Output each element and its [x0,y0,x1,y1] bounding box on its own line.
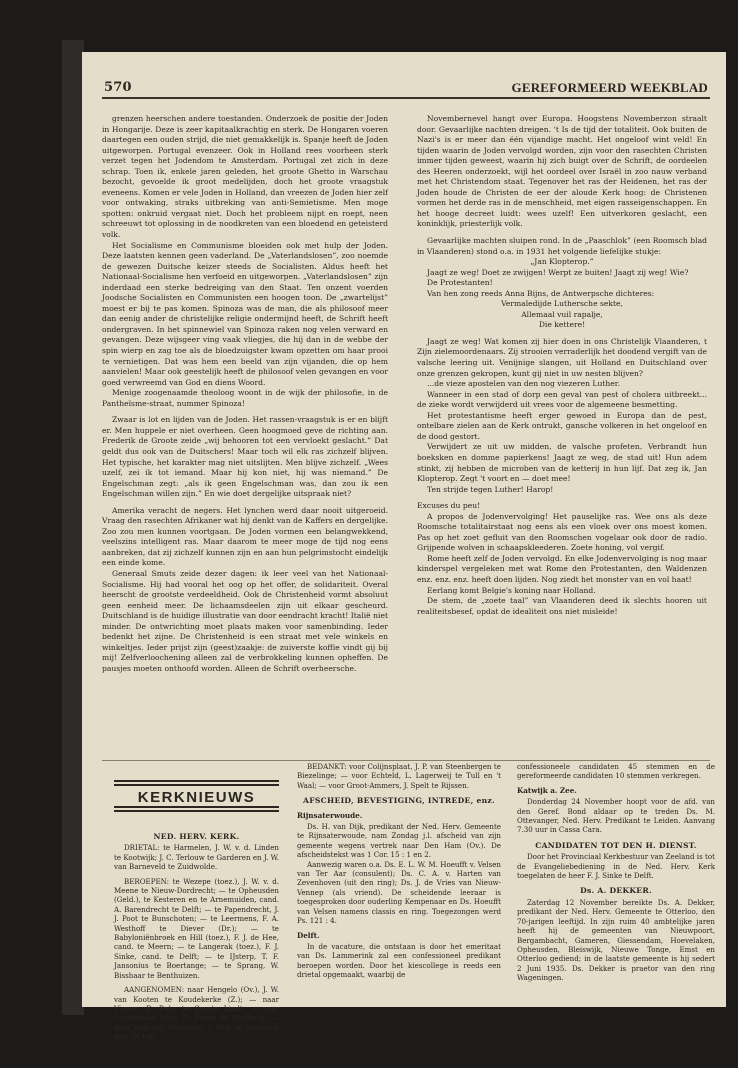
poem-line: De Protestanten! [427,278,493,288]
paragraph: Wanneer in een stad of dorp een geval van pest of cholera uitbreekt... de zieke wordt verwijderd uit vrees voor de algemeene besmetting. [417,389,707,410]
news-paragraph: BEROEPEN: te Wezepe (toez.), J. W. v. d. Meene te Nieuw-Dordrecht; — te Opheusden (Geld.), te Kesteren en te Arnemuiden, cand. A. Barendrecht te Delft; — te Papendrecht, J. J. Poot te Bunschoten; — te Leermens, F. A. Westhoff te Diever (Dr.); — te Babyloniënbroek en Hill (toez.), F. J. de Hee, cand. te Meern; — te Langerak (toez.), F. J. Sinke, cand. te Delft; — te IJsterp, T. F. Jansonius te Boertange; — te Sprang, W. Bisshaar te Benthuizen. [114,876,279,980]
header-rule [102,97,710,99]
news-paragraph: BEDANKT: voor Colijnsplaat, J. P. van Steenbergen te Biezelinge; — voor Echteld, L. Lagerweij te Tull en 't Waal; — voor Groot-Ammers, J. Spelt te Rijssen. [297,762,501,790]
news-paragraph: Door het Provinciaal Kerkbestuur van Zeeland is tot de Evangeliebediening in de Ned. Herv. Kerk toegelaten de heer F. J. Sinke te Delft. [517,852,715,881]
banner-rule [114,810,279,812]
poem-line: Jaagt ze weg! Doet ze zwijgen! Werpt ze buiten! Jaagt zij weg! Wie? [427,267,689,277]
news-heading: AFSCHEID, BEVESTIGING, INTREDE, enz. [303,796,495,806]
news-subheading: Katwijk a. Zee. [517,785,577,795]
kerknieuws-title: KERKNIEUWS [137,789,256,806]
section-divider [102,760,710,761]
news-column-3 [517,762,715,1002]
paragraph: Rome heeft zelf de Joden vervolgd. En elke Jodenvervolging is nog maar kinderspel vergeleken met wat Rome den Protestanten, den Waldenzen enz. enz. enz. heeft doen lijden. Nog ziedt het monster van en vol haat! [417,553,707,584]
newspaper-page [82,52,726,1042]
banner-rule [114,784,279,786]
poem-line: Vermaledijde Luthersche sekte, [501,299,623,309]
article-column-left [102,114,388,747]
news-paragraph: DRIETAL: te Harmelen, J. W. v. d. Linden te Kootwijk; J. C. Terlouw te Garderen en J. W. van Barneveld te Zuidwolde. [114,843,279,872]
banner-rule [114,780,279,782]
news-paragraph: Aanwezig waren o.a. Ds. E. L. W. M. Hoeufft v. Velsen van Ter Aar (consulent); Ds. C. A. v. Harten van Zevenhoven (uit den ring); Ds. J. de Vries van Nieuw-Vennep (als vriend). De scheidende leeraar is toegesproken door ouderling Kempenaar en Ds. Hoeufft van Velsen namens classis en ring. Toegezongen werd Ps. 121 : 4. [297,859,501,926]
news-column-2 [297,762,501,1002]
news-subheading: Delft. [297,930,320,940]
news-heading: NED. HERV. KERK. [153,832,240,841]
news-paragraph: confessioneele candidaten 45 stemmen en de gereformeerde candidaten 10 stemmen verkregen. [517,762,715,781]
paragraph: Ten strijde tegen Luther! Harop! [427,484,554,494]
scan-shadow [62,40,84,1015]
paragraph: Het protestantisme heeft erger gewoed in Europa dan de pest, ontelbare zielen aan de Kerk ontrukt, gansche volkeren in het ongeloof en de dood gestort. [417,410,707,441]
news-paragraph: Ds. H. van Dijk, predikant der Ned. Herv. Gemeente te Rijnsaterwoude, nam Zondag j.l. afscheid van zijn gemeente wegens vertrek naar Den Ham (Ov.). De afscheidstekst was 1 Cor. 15 : 1 en 2. [297,822,501,860]
paragraph: Menige zoogenaamde theoloog woont in de wijk der philosofie, in de Pantheïsme-straat, nummer Spinoza! [102,388,388,408]
paragraph: Eerlang komt Belgie's koning naar Holland. [427,585,596,595]
news-heading: CANDIDATEN TOT DEN H. DIENST. [535,840,697,850]
masthead-title: GEREFORMEERD WEEKBLAD [511,80,708,95]
paragraph: Zwaar is lot en lijden van de Joden. Het rassen-vraagstuk is er en blijft er. Men huppele er niet overheen. Geen hoogmoed geve de richting aan. Frederik de Groote zeide „wij behooren tot een vervloekt geslacht.” Dat geldt dus ook van de Duitschers! Maar toch wil elk ras zichzelf blijven. Het typische, het karakter mag niet uitslijten. Men blijve zichzelf. „Wees uzelf, zei ik tot iemand. Maar hij kon niet, hij was niemand.” De Engelschman zegt: „als ik geen Engelschman was, dan zou ik een Engelschman willen zijn.” En wie doet dergelijke uitspraak niet? [102,415,388,499]
news-paragraph: In de vacature, die ontstaan is door het emeritaat van Ds. Lammerink zal een confessioneel predikant beroepen worden. Door het kiescollege is reeds een drietal opgemaakt, waarbij de [297,941,501,980]
poem-line: Allemaal vuil rapalje, [521,309,603,319]
paragraph: Verwijdert ze uit uw midden, de valsche profeten. Verbrandt hun boeksken en domme papierkens! Jaagt ze weg, de stad uit! Hun adem stinkt, zij hebben de microben van de ketterij in hun lijf. Dat zeg ik, Jan Klopterop. Zegt 't voort en — doet mee! [417,442,707,484]
paragraph: De stem, de „zoete taal” van Vlaanderen deed ik slechts hooren uit realiteitsbesef, opdat de idealiteit ons niet misleide! [417,596,707,616]
page-number: 570 [104,80,132,95]
news-paragraph: AANGENOMEN: naar Hengelo (Ov.), J. W. van Kooten te Koudekerke (Z.); — naar Vianen, B. Buks te Groote Lindt; — naar Oosterwold (Gr.), D. Faber te Oostburg; — naar Wijk (bij Heusden), J. Slok te Langerak bez. de Lek. [114,985,279,1042]
news-column-1 [114,826,279,1042]
banner-rule [114,806,279,808]
news-paragraph: Zaterdag 12 November bereikte Ds. A. Dekker, predikant der Ned. Herv. Gemeente te Otterloo, den 70-jarigen leeftijd. In zijn ruim 40 ambtelijke jaren heeft hij de gemeenten van Nieuwpoort, Bergambacht, Gameren, Giessendam, Hoevelaken, Opheusden, Bleiswijk, Nieuwe Tonge, Emst en Otterloo gediend; in de laatste gemeente is hij sedert 2 Juni 1935. Ds. Dekker is praetor van den ring Wageningen. [517,897,715,983]
poem-line: Die kettere! [538,320,586,330]
paragraph: Jaagt ze weg! Wat komen zij hier doen in ons Christelijk Vlaanderen, t Zijn zielemoordenaars. Zij strooien verraderlijk het doodend vergift van de valsche leering uit. Venijnige slangen, uit Holland en Duitschland over onze grenzen gekropen, kunt gij niet in uw nesten blijven? [417,336,707,378]
poem-line: Van hen zong reeds Anna Bijns, de Antwerpsche dichteres: [427,288,655,298]
paragraph: Generaal Smuts zeide dezer dagen: ik leer veel van het Nationaal-Socialisme. Hij had vooral het oog op het offer, de solidariteit. Overal heerscht de grootste verdeeldheid. Ook de Christenheid vormt absoluut geen eenheid meer. De lichaamsdeelen zijn uit elkaar gescheurd. Duitschland is de huidige illustratie van door eendracht kracht! Italië niet minder. De ontwrichting moet plaats maken voor samenbinding. Ieder bedenkt het zijne. De Christenheid is een straat met vele winkels en winkeltjes. Ieder prijst zijn (geest)zaakje: de zuiverste koffie vindt gij bij mij! Zelfverloochening alleen zal de verbrokkeling kunnen opheffen. De pausjes moeten onthoofd worden. Alleen de Schrift overheersche. [102,568,388,673]
paragraph: Het Socialisme en Communisme bloeiden ook met hulp der Joden. Deze laatsten kennen geen vaderland. De „Vaterlandslosen”, zoo noemde de gewezen Duitsche keizer steeds de Socialisten. Aldus heeft het Nationaal-Socialisme hen verfoeid en uitgeworpen. „Vaterlandslosen” zijn inderdaad een sterke bedreiging van den Staat. Ten onzent voerden Joodsche Socialisten en Communisten een hoogen toon. De „zwartelijst” moest er bij te pas komen. Spinoza was de man, die als philosoof meer dan eenig ander de christelijke religie ondermijnd heeft, de Schrift heeft ondergraven. In het spinnewiel van Spinoza raken nog velen verward en gevangen. Deze wijsgeer ving vaak vliegjes, die hij dan in de webbe der spin wierp en zag toe als de bloedzuigster kwam opzetten om haar prooi te vernietigen. Dat was hem een beeld van zijn vijanden, die op hem aanvielen! Maar ook geestelijk heeft de philosoof velen gevangen en voor goed verwreemd van God en diens Woord. [102,240,388,387]
paragraph: Novembernevel hangt over Europa. Hoogstens Novemberzon straalt door. Gevaarlijke nachten dreigen. 't Is de tijd der totaliteit. Ook buiten de Nazi's is er meer dan één vijandige macht. Het ongeloof wint veld! En tijden waarin de Joden vervolgd worden, zijn voor den rasechten Christen immer tijden geweest, waarin hij zich buigt over de Schrift, de oordeelen des Heeren onderzoekt, wijl het oordeel over Israël in zoo nauw verband met het Christendom staat. Tegenover het ras der Heidenen, het ras der Joden houde de Christen de eer der aloude Kerk hoog: de Christenen vormen het derde ras in de menschheid, met eigen rasseigenschappen. En het hooge decreet luidt: wees uzelf! Een uitverkoren geslacht, een koninklijk, priesterlijk volk. [417,114,707,229]
news-paragraph: Donderdag 24 November hoopt voor de afd. van den Geref. Bond aldaar op te treden Ds. M. Ottevanger, Ned. Herv. Predikant te Leiden. Aanvang 7.30 uur in Cassa Cara. [517,797,715,835]
poem-title: „Jan Klopterop.” [530,257,594,267]
section-heading: Excuses du peu! [417,501,481,511]
paragraph: grenzen heerschen andere toestanden. Onderzoek de positie der Joden in Hongarije. Deze is zeer kapitaalkrachtig en sterk. De Hongaren voeren daartegen een ouden strijd, die niet gemakkelijk is. Spanje heeft de Joden uitgeworpen. Portugal evenzeer. Ook in Holland rees voorheen sterk verzet tegen het Jodendom te Amsterdam. Portugal zet zich in deze schrap. Toen ik, enkele jaren geleden, het groote Ghetto in Warschau bezocht, gevoelde ik groot medelijden, doch het groote vraagstuk eveneens. Komen er vele Joden in Holland, dan vreezen de Joden hier zelf voor ontwaking, straks uitbreking van anti-Semietisme. Men moge spotten: onkruid vergaat niet. Doch het probleem nijpt en roept, neen schreeuwt tot oplossing in de noodkreten van een bloedend en geteisterd volk. [102,114,388,240]
paragraph: Gevaarlijke machten sluipen rond. In de „Paaschlok” (een Roomsch blad in Vlaanderen) stond o.a. in 1931 het volgende liefelijke stukje: [417,236,707,256]
kerknieuws-banner [114,780,279,812]
paragraph: ...de vieze apostelen van den nog viezeren Luther. [427,379,620,389]
news-heading: Ds. A. DEKKER. [580,886,652,896]
paragraph: A propos de Jodenvervolging! Het pauselijke ras. Wee ons als deze Roomsche totalitairstaat nog eens als een vloek over ons moest komen. Pas op het zoet gefluit van den Roomschen vogelaar ook door de radio. Grijpende wolven in schaapskleederen. Zoete honing, vol vergif. [417,511,707,553]
news-subheading: Rijnsaterwoude. [297,810,363,820]
article-column-right [417,114,707,747]
paragraph: Amerika veracht de negers. Het lynchen werd daar nooit uitgeroeid. Vraag den rasechten Afrikaner wat hij denkt van de Kaffers en dergelijke. Zoo zou men kunnen voortgaan. De Joden vormen een belangwekkend, veelszins intelligent ras. Maar daarom te meer moge de tijd nog eens aanbreken, dat zij zichzelf kunnen zijn en aan hun pelgrimstocht eindelijk een einde kome. [102,505,388,568]
